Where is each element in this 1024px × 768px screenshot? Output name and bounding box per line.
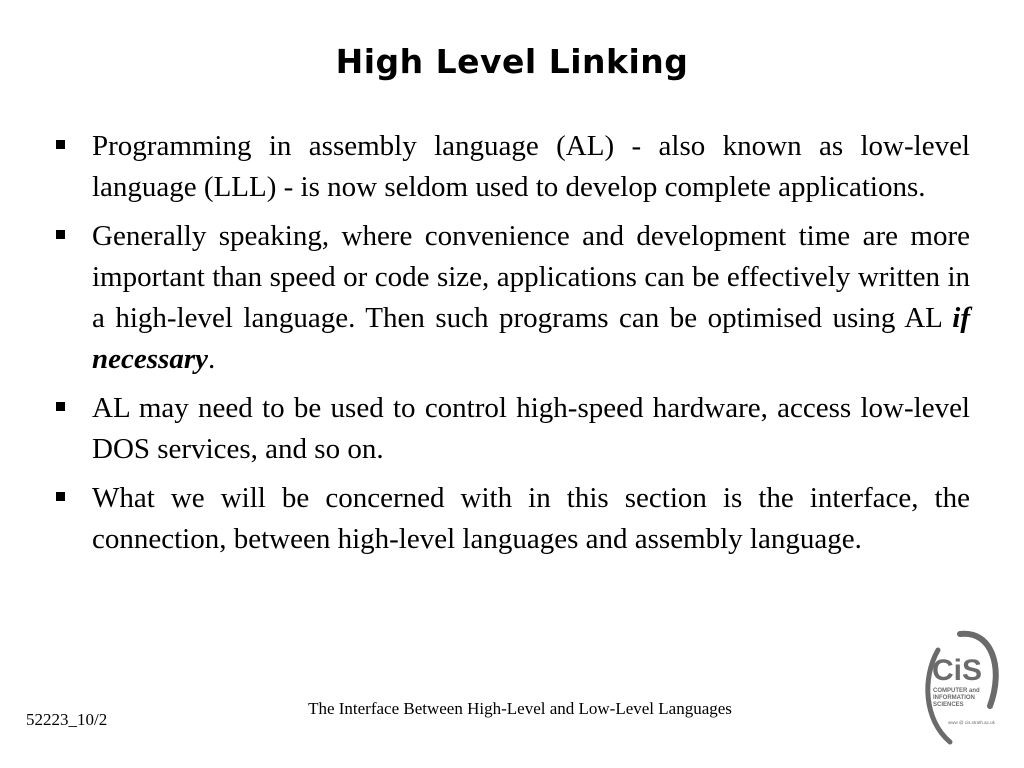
- slide-id: 52223_10/2: [26, 710, 108, 729]
- logo-line-1: COMPUTER and: [933, 688, 980, 694]
- square-bullet-icon: [56, 230, 65, 239]
- bullet-text: What we will be concerned with in this section is the interface, the connection, between high-level languages and assembly language.: [92, 482, 970, 555]
- slide-title: High Level Linking: [335, 42, 689, 81]
- bullet-text: Generally speaking, where convenience and development time are more important than speed or code size, applications can be effectively written in a high-level language. Then such programs can be optimised using AL: [92, 220, 970, 334]
- bullet-item: [52, 388, 970, 470]
- square-bullet-icon: [56, 402, 65, 411]
- logo-wordmark: CiS: [932, 654, 983, 687]
- bullet-emphasis: if necessary: [92, 302, 970, 375]
- logo-url: www @ cis.strath.ac.uk: [948, 720, 995, 725]
- square-bullet-icon: [56, 140, 65, 149]
- bullet-list: [52, 126, 970, 568]
- bullet-text-end: .: [207, 343, 216, 375]
- bullet-item: [52, 216, 970, 380]
- footer-course-title: The Interface Between High-Level and Low-Level Languages: [308, 699, 732, 718]
- bullet-text: Programming in assembly language (AL) - also known as low-level language (LLL) - is now seldom used to develop complete applications.: [92, 130, 970, 203]
- logo-line-2: INFORMATION: [933, 695, 975, 701]
- logo-line-3: SCIENCES: [933, 702, 964, 708]
- square-bullet-icon: [56, 492, 65, 501]
- bullet-item: [52, 126, 970, 208]
- bullet-item: [52, 478, 970, 560]
- bullet-text: AL may need to be used to control high-speed hardware, access low-level DOS services, and so on.: [92, 392, 970, 465]
- cis-logo-icon: [920, 628, 1002, 748]
